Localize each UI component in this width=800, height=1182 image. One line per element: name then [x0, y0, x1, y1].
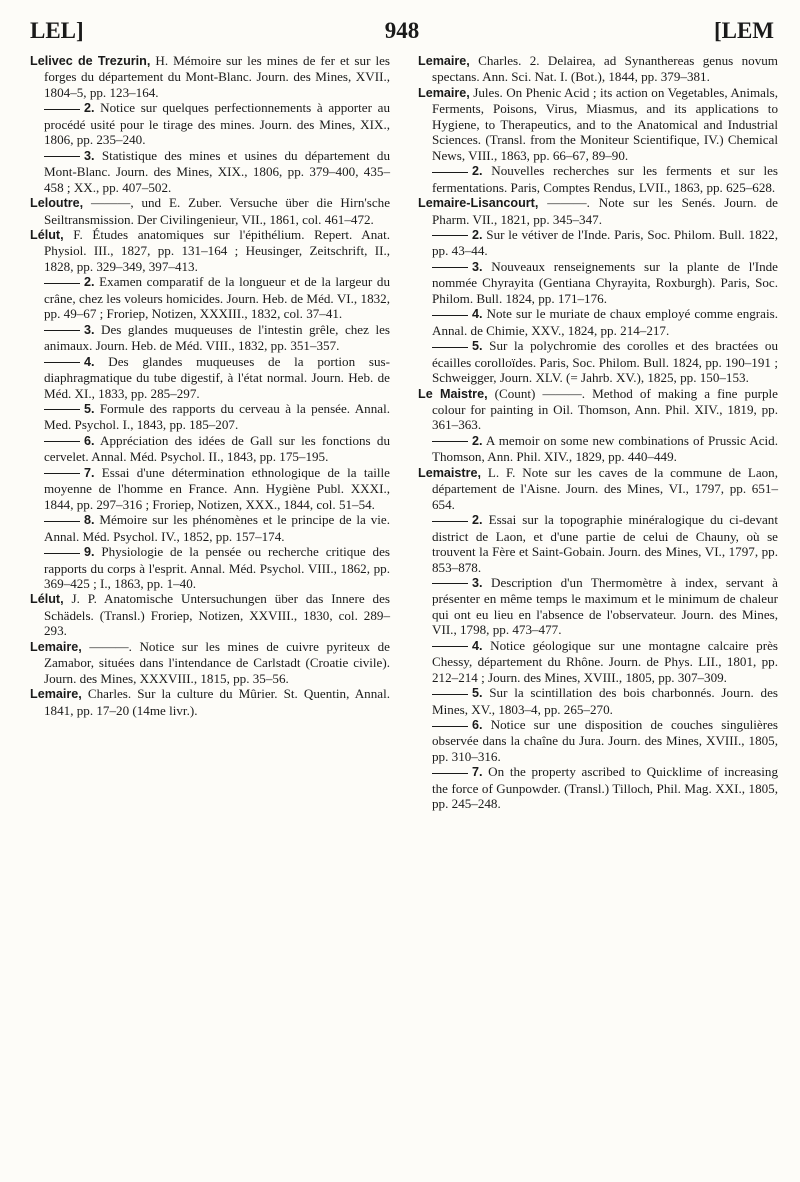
ditto-rule [432, 726, 468, 727]
entry-text: Charles. Sur la culture du Mûrier. St. Quentin, Annal. 1841, pp. 17–20 (14me livr.). [44, 686, 390, 718]
bibliography-entry [30, 512, 390, 544]
entry-text: (Count) ———. Method of making a fine purple colour for painting in Oil. Thomson, Ann. Phil. XIV., 1819, pp. 361–363. [432, 385, 778, 433]
entry-number: 2. [472, 513, 483, 528]
bibliography-entry [418, 512, 778, 575]
entry-number: 2. [472, 164, 483, 179]
entry-author: Lemaire, [30, 687, 82, 702]
header-right-guide: [LEM [713, 18, 774, 43]
entry-text: Appréciation des idées de Gall sur les fonctions du cervelet. Annal. Méd. Psychol. II., 1843, pp. 175–195. [44, 432, 390, 465]
entry-author: Lemaire, [418, 54, 470, 68]
entry-text: Formule des rapports du cerveau à la pensée. Annal. Med. Psychol. I., 1843, pp. 185–207. [44, 400, 390, 433]
left-column [30, 53, 390, 718]
entry-number: 7. [84, 465, 95, 480]
entry-text: Notice géologique sur une montagne calcaire près Chessy, département du Rhône. Journ. de Phys. LII., 1801, pp. 212–214 ; Journ. des Mines, XVIII., 1805, pp. 307–309. [432, 637, 778, 685]
entry-text: F. Études anatomiques sur l'épithélium. Repert. Anat. Physiol. III., 1827, pp. 131–164 ; Heusinger, Zeitschrift, II., 1828, pp. 329–349, 397–413. [44, 226, 390, 274]
bibliography-entry [418, 638, 778, 685]
entry-text: Statistique des mines et usines du département du Mont-Blanc. Journ. des Mines, XIX., 1806, pp. 379–400, 435–458 ; XX., pp. 407–502. [44, 147, 390, 195]
entry-number: 6. [472, 718, 483, 733]
bibliography-entry [418, 575, 778, 638]
ditto-rule [432, 583, 468, 584]
entry-text: Sur la polychromie des corolles et des bractées ou écailles corolloïdes. Paris, Soc. Philom. Bull. 1824, pp. 190–191 ; Schweigger, Journ. XLV. (= Jahrb. XV.), 1825, pp. 150–153. [432, 338, 778, 386]
ditto-rule [432, 172, 468, 173]
ditto-rule [432, 441, 468, 442]
entry-author: Lemaistre, [418, 465, 481, 480]
entry-text: Sur la scintillation des bois charbonnés. Journ. des Mines, XV., 1803–4, pp. 265–270. [432, 685, 778, 717]
entry-author: Lemaire, [30, 639, 82, 654]
entry-text: Examen comparatif de la longueur et de la largeur du crâne, chez les voleurs homicides. Journ. Heb. de Méd. VI., 1832, pp. 49–67 ; Froriep, Notizen, XXXIII., 1832, col. 37–41. [44, 274, 390, 322]
bibliography-entry [418, 764, 778, 811]
bibliography-entry [30, 544, 390, 591]
page-header [30, 18, 774, 48]
bibliography-entry [418, 306, 778, 338]
ditto-rule [44, 409, 80, 410]
bibliography-entry [30, 100, 390, 147]
bibliography-entry [418, 227, 778, 259]
page-number: 948 [384, 18, 420, 43]
entry-author: Lemaire, [418, 85, 470, 100]
entry-text: Charles. 2. Delairea, ad Synanthereas genus novum spectans. Ann. Sci. Nat. I. (Bot.), 1844, pp. 379–381. [432, 53, 778, 85]
entry-number: 4. [472, 307, 483, 322]
entry-author: Lélut, [30, 592, 64, 607]
entry-text: ———. Note sur les Senés. Journ. de Pharm. VII., 1821, pp. 345–347. [432, 195, 778, 227]
bibliography-entry [30, 148, 390, 195]
ditto-rule [432, 694, 468, 695]
entry-number: 9. [84, 545, 95, 560]
bibliography-entry [30, 195, 390, 227]
header-left-guide: LEL] [30, 18, 84, 43]
bibliography-entry [30, 274, 390, 321]
entry-number: 7. [472, 765, 483, 780]
bibliography-entry [418, 338, 778, 385]
entry-text: A memoir on some new combinations of Prussic Acid. Thomson, Ann. Phil. XIV., 1829, pp. 440–449. [432, 432, 778, 465]
entry-number: 4. [472, 638, 483, 653]
entry-author: Lemaire-Lisancourt, [418, 196, 539, 211]
entry-author: Lélut, [30, 227, 64, 242]
bibliography-entry [418, 259, 778, 306]
entry-text: Des glandes muqueuses de la portion sus-diaphragmatique du tube digestif, à l'état normal. Journ. Heb. de Méd. XI., 1833, pp. 285–297. [44, 353, 390, 401]
entry-author: Leloutre, [30, 196, 84, 211]
entry-author: Lelivec de Trezurin, [30, 54, 151, 68]
ditto-rule [44, 109, 80, 110]
entry-text: Des glandes muqueuses de l'intestin grêle, chez les animaux. Journ. Heb. de Méd. VIII., 1832, pp. 351–357. [44, 321, 390, 354]
entry-text: Jules. On Phenic Acid ; its action on Vegetables, Animals, Ferments, Poisons, Virus, Miasmus, and its applications to Hygiene, to Therapeutics, and to the Anatomical and Industrial Sciences. (Transl. from the Moniteur Scientifique, IV.) Chemical News, VIII., 1863, pp. 66–67, 89–90. [432, 84, 778, 163]
bibliography-entry [418, 465, 778, 512]
bibliography-entry [418, 85, 778, 163]
ditto-rule [44, 283, 80, 284]
right-column [418, 53, 778, 812]
ditto-rule [432, 267, 468, 268]
bibliography-entry [30, 639, 390, 686]
ditto-rule [432, 235, 468, 236]
entry-number: 3. [84, 322, 95, 337]
bibliography-entry [30, 53, 390, 100]
bibliography-entry [418, 717, 778, 764]
entry-number: 2. [84, 275, 95, 290]
ditto-rule [432, 347, 468, 348]
ditto-rule [432, 521, 468, 522]
entry-number: 3. [84, 148, 95, 163]
bibliography-entry [418, 163, 778, 195]
entry-number: 2. [472, 433, 483, 448]
entry-number: 5. [84, 401, 95, 416]
bibliography-entry [418, 386, 778, 433]
ditto-rule [44, 441, 80, 442]
bibliography-entry [418, 685, 778, 717]
bibliography-entry [418, 433, 778, 465]
entry-text: Notice sur quelques perfectionnements à apporter au procédé usité pour le tirage des mines. Journ. des Mines, XIX., 1806, pp. 235–240. [44, 100, 390, 148]
ditto-rule [44, 156, 80, 157]
entry-text: Notice sur une disposition de couches singulières observée dans la chaîne du Jura. Journ. des Mines, XVIII., 1805, pp. 310–316. [432, 717, 778, 764]
entry-text: ———. Notice sur les mines de cuivre pyriteux de Zamabor, situées dans l'intendance de Carlstadt (Croatie civile). Journ. des Mines, XXXVIII., 1815, pp. 35–56. [44, 638, 390, 686]
entry-number: 3. [472, 259, 483, 274]
bibliography-entry [30, 322, 390, 354]
bibliography-entry [30, 686, 390, 718]
entry-text: ———, und E. Zuber. Versuche über die Hirn'sche Seiltransmission. Der Civilingenieur, VII., 1861, col. 461–472. [44, 195, 390, 227]
ditto-rule [44, 553, 80, 554]
bibliography-entry [418, 195, 778, 227]
entry-text: Description d'un Thermomètre à index, servant à présenter en même temps le maximum et le minimum de chaleur qui ont eu lieu en l'absence de l'observateur. Journ. des Mines, VII., 1798, pp. 473–477. [432, 574, 778, 638]
entry-text: Note sur le muriate de chaux employé comme engrais. Annal. de Chimie, XXV., 1824, pp. 214–217. [432, 306, 778, 338]
bibliography-entry [30, 227, 390, 274]
entry-number: 2. [84, 101, 95, 116]
bibliography-entry [30, 433, 390, 465]
ditto-rule [44, 330, 80, 331]
bibliography-entry [30, 354, 390, 401]
entry-number: 4. [84, 354, 95, 369]
entry-text: On the property ascribed to Quicklime of increasing the force of Gunpowder. (Transl.) Tilloch, Phil. Mag. XXI., 1805, pp. 245–248. [432, 764, 778, 812]
entry-number: 5. [472, 339, 483, 354]
entry-text: Essai d'une détermination ethnologique de la taille moyenne de l'homme en France. Ann. Hygiène Publ. XXXI., 1844, pp. 297–316 ; Froriep, Notizen, XXX., 1844, col. 51–54. [44, 464, 390, 512]
entry-text: Sur le vétiver de l'Inde. Paris, Soc. Philom. Bull. 1822, pp. 43–44. [432, 226, 778, 259]
ditto-rule [44, 473, 80, 474]
entry-number: 6. [84, 433, 95, 448]
entry-number: 2. [472, 227, 483, 242]
entry-text: J. P. Anatomische Untersuchungen über das Innere des Schädels. (Transl.) Froriep, Notizen, XXVIII., 1830, col. 289–293. [44, 591, 390, 639]
entry-text: L. F. Note sur les caves de la commune de Laon, département de l'Aisne. Journ. des Mines, VI., 1797, pp. 651–654. [432, 464, 778, 512]
entry-text: Mémoire sur les phénomènes et le principe de la vie. Annal. Méd. Psychol. IV., 1852, pp. 157–174. [44, 512, 390, 544]
entry-text: Physiologie de la pensée ou recherche critique des rapports du corps à l'esprit. Annal. Méd. Psychol. VIII., 1862, pp. 369–425 ; I., 1863, pp. 1–40. [44, 544, 390, 591]
bibliography-entry [30, 591, 390, 638]
ditto-rule [44, 362, 80, 363]
bibliography-entry [418, 53, 778, 85]
entry-text: H. Mémoire sur les mines de fer et sur les forges du département du Mont-Blanc. Journ. des Mines, XVII., 1804–5, pp. 123–164. [44, 53, 390, 100]
entry-number: 8. [84, 513, 95, 528]
ditto-rule [432, 646, 468, 647]
entry-number: 3. [472, 575, 483, 590]
entry-number: 5. [472, 686, 483, 701]
bibliography-entry [30, 465, 390, 512]
ditto-rule [432, 315, 468, 316]
entry-text: Essai sur la topographie minéralogique du ci-devant district de Laon, et d'une partie de celui de Chauny, où se trouvent la Fère et Saint-Gobain. Journ. des Mines, VI., 1797, pp. 853–878. [432, 512, 778, 575]
bibliography-entry [30, 401, 390, 433]
entry-text: Nouveaux renseignements sur la plante de l'Inde nommée Chyrayita (Gentiana Chyrayita, Roxburgh). Paris, Soc. Philom. Bull. 1824, pp. 171–176. [432, 258, 778, 306]
entry-text: Nouvelles recherches sur les ferments et sur les fermentations. Paris, Comptes Rendus, LVII., 1863, pp. 625–628. [432, 163, 778, 195]
ditto-rule [432, 773, 468, 774]
entry-author: Le Maistre, [418, 386, 488, 401]
ditto-rule [44, 521, 80, 522]
